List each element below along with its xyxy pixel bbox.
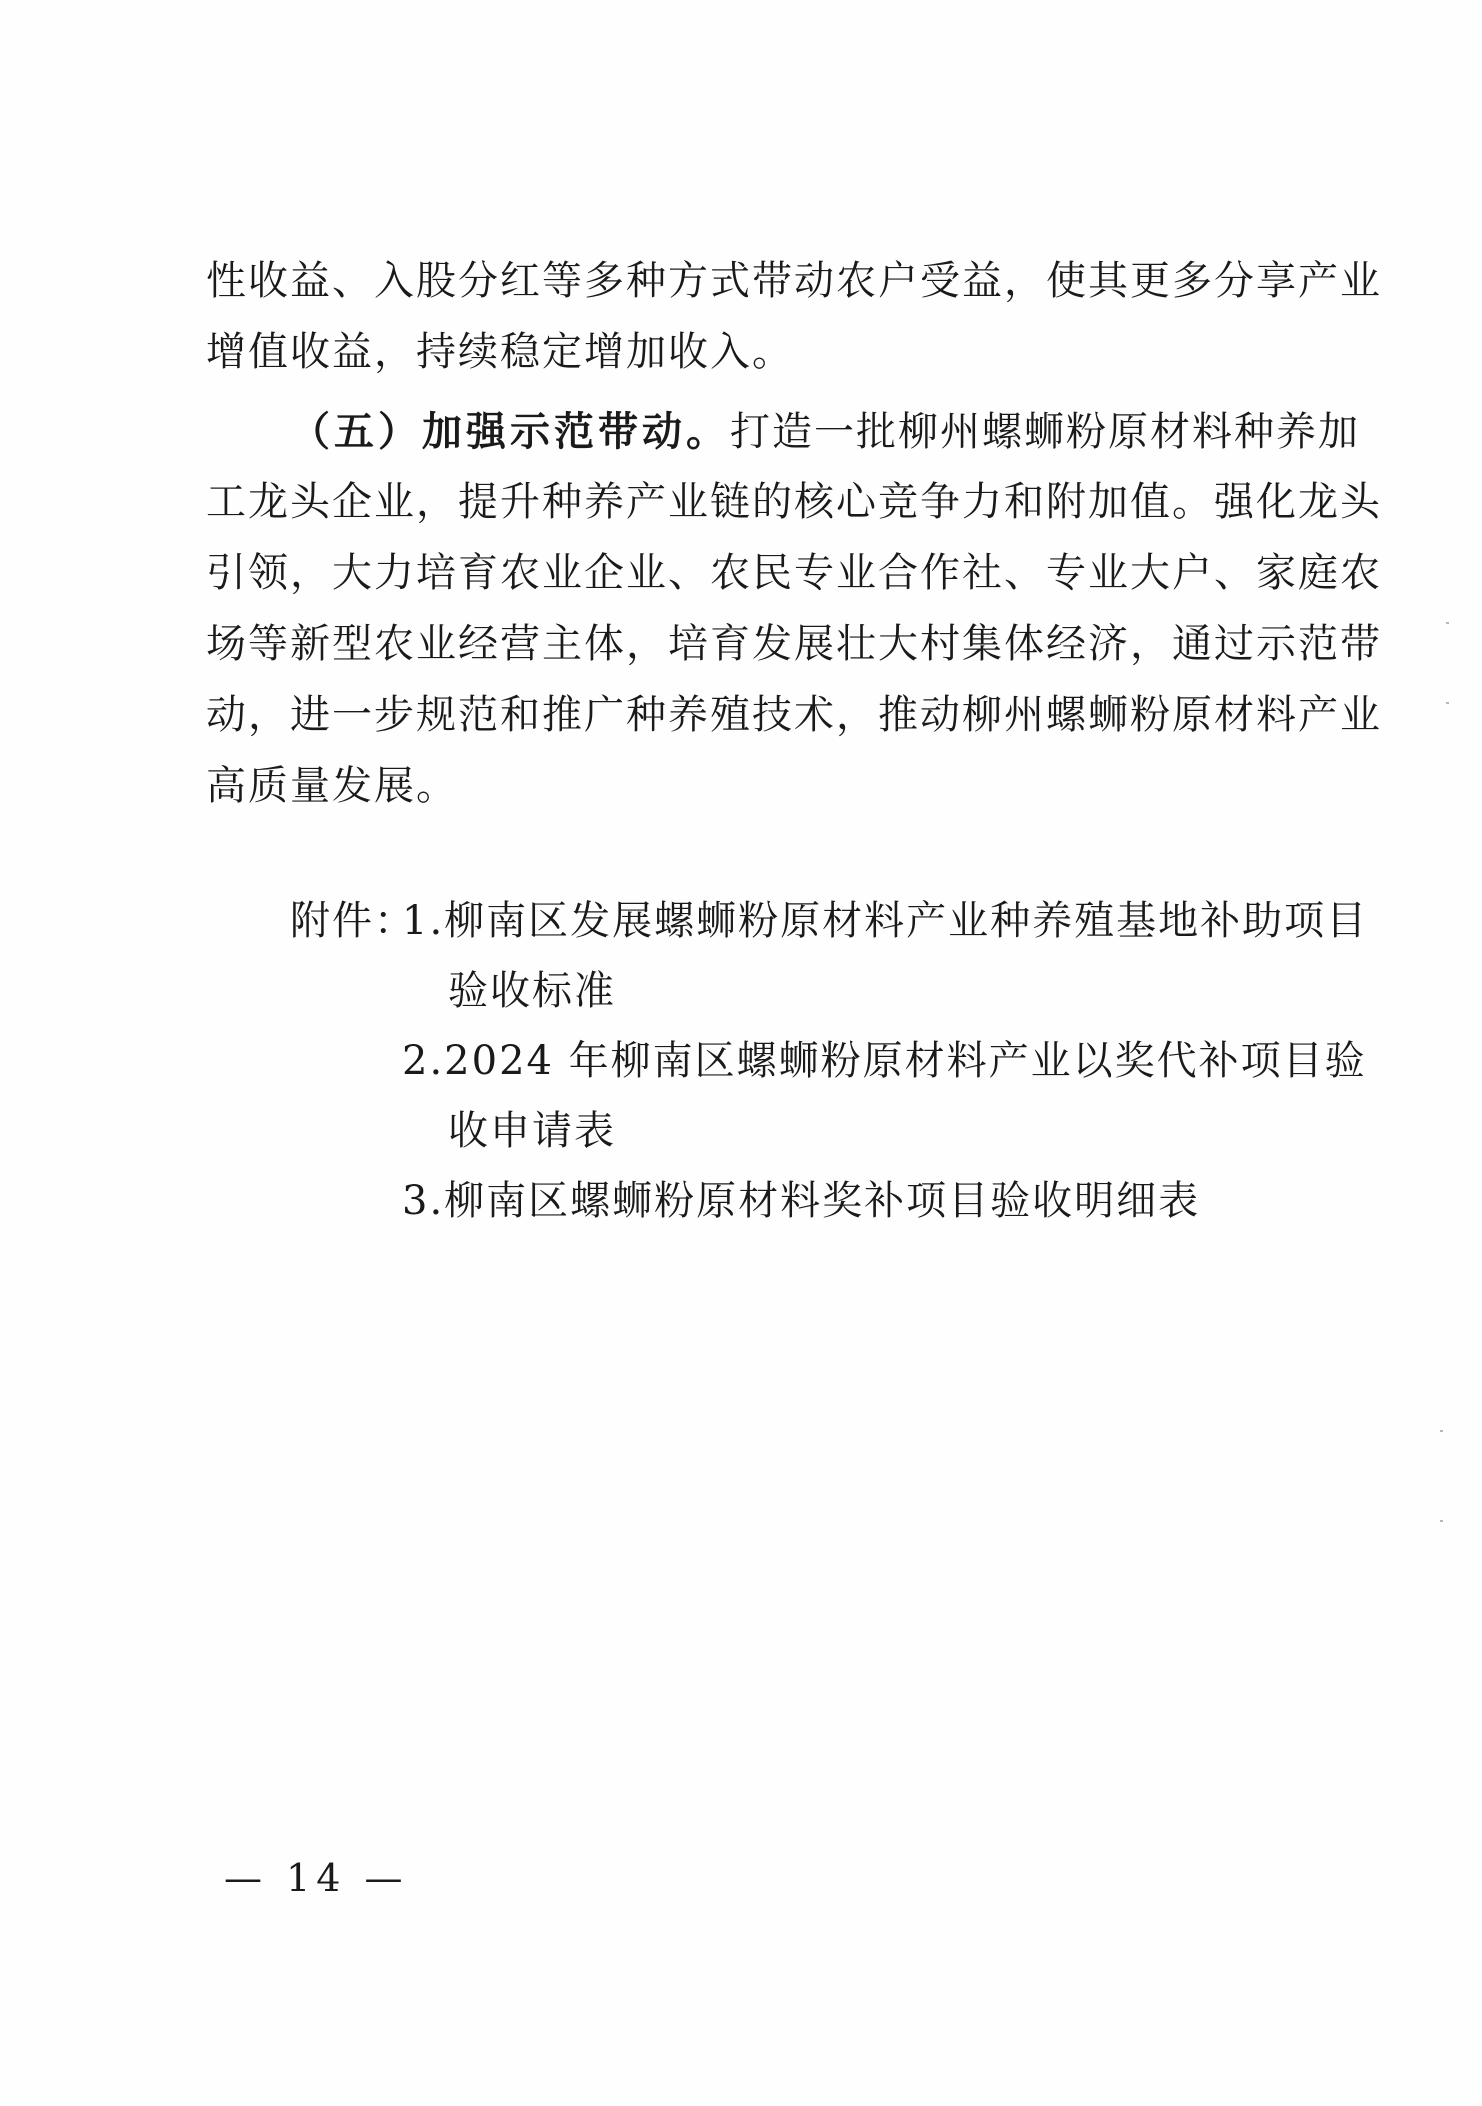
attachment-3-line-1: 3.柳南区螺蛳粉原材料奖补项目验收明细表 (402, 1178, 1201, 1224)
paragraph-2-line-4: 场等新型农业经营主体，培育发展壮大村集体经济，通过示范带 (206, 621, 1382, 667)
paragraph-2-line-5: 动，进一步规范和推广种养殖技术，推动柳州螺蛳粉原材料产业 (206, 692, 1382, 738)
scan-speck (1440, 1520, 1443, 1522)
attachment-2-line-1: 2.2024 年柳南区螺蛳粉原材料产业以奖代补项目验 (402, 1038, 1367, 1084)
paragraph-2-first-line-rest: 打造一批柳州螺蛳粉原材料种养加 (730, 409, 1360, 455)
paragraph-2-line-2: 工龙头企业，提升种养产业链的核心竞争力和附加值。强化龙头 (206, 479, 1382, 525)
attachment-1-line-1: 1.柳南区发展螺蛳粉原材料产业种养殖基地补助项目 (402, 898, 1369, 944)
scan-speck (1446, 622, 1449, 624)
paragraph-2-line-3: 引领，大力培育农业企业、农民专业合作社、专业大户、家庭农 (206, 550, 1382, 596)
section-heading: （五）加强示范带动。 (290, 408, 730, 455)
scan-speck (1440, 1430, 1443, 1432)
attachments-label: 附件： (290, 898, 416, 944)
attachment-1-line-2: 验收标准 (448, 968, 616, 1014)
attachment-2-line-2: 收申请表 (448, 1108, 616, 1154)
page-number: — 14 — (224, 1856, 409, 1900)
paragraph-2-line-1 (206, 396, 1360, 468)
paragraph-1-line-1: 性收益、入股分红等多种方式带动农户受益，使其更多分享产业 (206, 258, 1382, 304)
paragraph-1-line-2: 增值收益，持续稳定增加收入。 (206, 329, 794, 375)
scan-speck (1446, 702, 1449, 704)
paragraph-2-line-6: 高质量发展。 (206, 763, 458, 809)
